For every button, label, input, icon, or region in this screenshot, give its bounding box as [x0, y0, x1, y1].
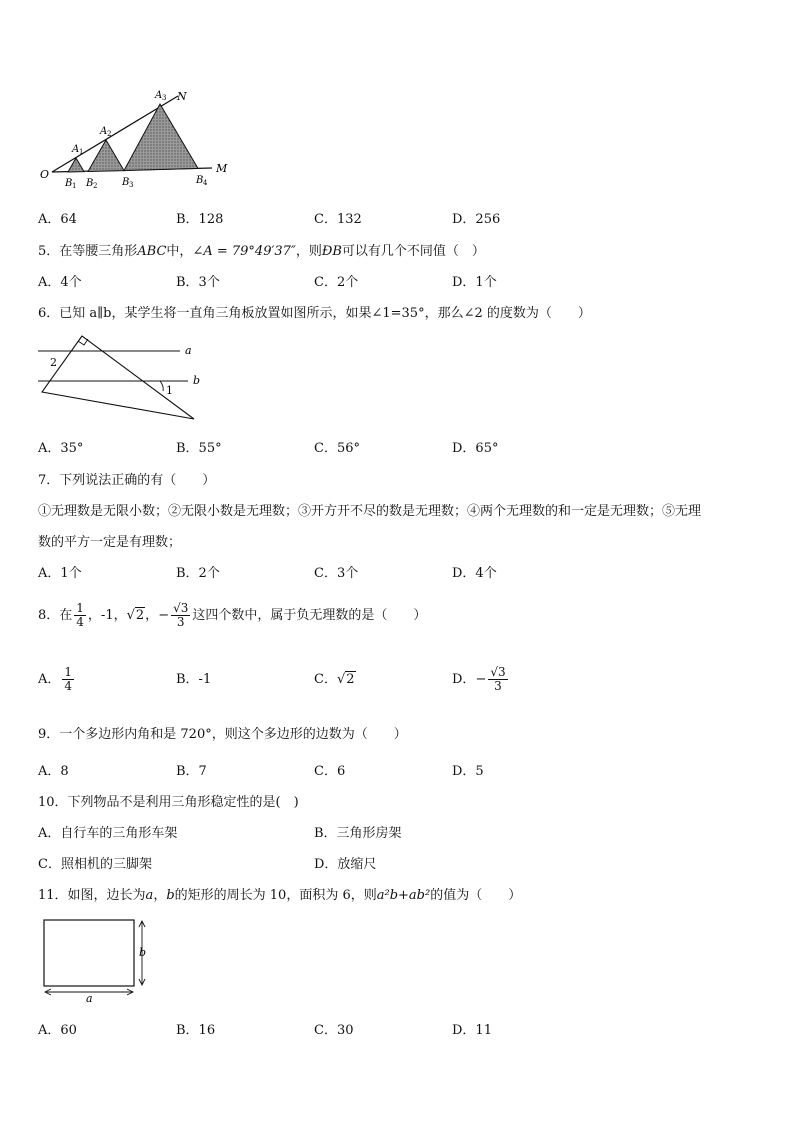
- q8-fraction-one-quarter: [74, 602, 86, 628]
- rectangle-figure: [38, 914, 158, 1004]
- q9-option-b[interactable]: B．7: [176, 764, 207, 779]
- q11-option-c[interactable]: C．30: [314, 1023, 354, 1038]
- set-square: [42, 336, 194, 419]
- q8-prefix: 8．在: [38, 608, 73, 623]
- q8-frac-num: 1: [76, 601, 84, 616]
- q5-option-c[interactable]: C．2个: [314, 275, 359, 290]
- q6-stem: 6．已知 a∥b，某学生将一直角三角板放置如图所示，如果∠1=35°，那么∠2 的度数为（ ）: [38, 306, 591, 321]
- q8-option-d-label: D．: [452, 672, 476, 687]
- q5-text-d: 可以有几个不同值（ ）: [341, 244, 485, 259]
- label-a: a: [185, 344, 192, 357]
- triangles-figure: [36, 84, 236, 194]
- q10-option-b[interactable]: B．三角形房架: [314, 826, 402, 841]
- q4-option-d[interactable]: D．256: [452, 212, 501, 227]
- label-b: b: [139, 946, 147, 959]
- q8-oc-rad: 2: [346, 672, 355, 687]
- label-2: 2: [50, 356, 57, 369]
- q11-option-b[interactable]: B．16: [176, 1023, 216, 1038]
- q8-option-c-label: C．: [314, 672, 337, 687]
- q4-option-b[interactable]: B．128: [176, 212, 224, 227]
- q8-suffix: 这四个数中，属于负无理数的是（ ）: [192, 608, 427, 623]
- q10-option-a[interactable]: A．自行车的三角形车架: [38, 826, 178, 841]
- q7-option-d[interactable]: D．4个: [452, 566, 497, 581]
- q9-option-c[interactable]: C．6: [314, 764, 346, 779]
- angle-1-arc: [160, 381, 163, 391]
- label-b: b: [193, 374, 201, 387]
- label-a3: A: [155, 90, 163, 101]
- q8-option-d-frac: [488, 666, 507, 692]
- q11-option-a[interactable]: A．60: [38, 1023, 77, 1038]
- triangle-1: [68, 158, 84, 172]
- q7-option-a[interactable]: A．1个: [38, 566, 82, 581]
- q8-option-a[interactable]: [38, 660, 76, 700]
- q6-option-b[interactable]: B．55°: [176, 441, 222, 456]
- label-a1: A: [72, 144, 80, 155]
- triangle-3: [124, 104, 198, 171]
- label-b1: B: [65, 178, 73, 189]
- q5-option-b[interactable]: B．3个: [176, 275, 220, 290]
- label-b3-sub: 3: [129, 181, 134, 189]
- q5-text-a: 5．在等腰三角形: [38, 244, 138, 259]
- q11-option-d[interactable]: D．11: [452, 1023, 492, 1038]
- label-1: 1: [166, 384, 173, 397]
- q8-stem: [38, 596, 426, 636]
- label-b3: B: [122, 177, 130, 188]
- label-b1-sub: 1: [72, 182, 77, 190]
- label-a2: A: [100, 126, 108, 137]
- label-n: N: [177, 90, 187, 103]
- q6-option-c[interactable]: C．56°: [314, 441, 360, 456]
- q8-frac-den: 4: [76, 615, 84, 629]
- q11-text-b: 的矩形的周长为 10，面积为 6，则: [174, 888, 377, 903]
- label-o: O: [40, 168, 50, 181]
- q8-option-d[interactable]: [452, 660, 510, 700]
- label-b2: B: [86, 178, 94, 189]
- q11-expr: a²b+ab²: [376, 888, 431, 903]
- q8-neg-sign: −: [158, 608, 170, 623]
- q5-angle: ∠A = 79°49′37″: [192, 244, 296, 259]
- q10-option-c[interactable]: C．照相机的三脚架: [38, 857, 152, 872]
- q6-option-d[interactable]: D．65°: [452, 441, 499, 456]
- q9-option-a[interactable]: A．8: [38, 764, 69, 779]
- q8-od-den: 3: [494, 679, 502, 693]
- q8-option-b[interactable]: B．-1: [176, 672, 212, 687]
- q8-option-c[interactable]: [314, 660, 356, 700]
- q8-option-a-frac: [62, 666, 74, 692]
- q8-sqrt-2: √2: [126, 608, 145, 623]
- label-b4: B: [196, 175, 204, 186]
- label-a3-sub: 3: [162, 94, 167, 102]
- q7-stem: 7．下列说法正确的有（ ）: [38, 473, 216, 488]
- q6-option-a[interactable]: A．35°: [38, 441, 84, 456]
- q11-stem: [38, 884, 521, 903]
- q9-stem: 9．一个多边形内角和是 720°，则这个多边形的边数为（ ）: [38, 727, 407, 742]
- q8-fraction-sqrt3-over-3: [171, 602, 190, 628]
- q8-od-neg: −: [475, 672, 487, 687]
- q10-option-d[interactable]: D．放缩尺: [314, 857, 377, 872]
- q8-s3-num: 3: [180, 601, 189, 616]
- q11-sep: ，: [153, 888, 167, 903]
- q5-text-c: ，则: [295, 244, 322, 259]
- label-a2-sub: 2: [107, 130, 112, 138]
- q11-text-c: 的值为（ ）: [430, 888, 522, 903]
- q5-angle-b: ÐB: [321, 244, 342, 259]
- q7-option-b[interactable]: B．2个: [176, 566, 220, 581]
- q11-var-b: b: [166, 888, 175, 903]
- q4-option-c[interactable]: C．132: [314, 212, 362, 227]
- q5-text-b: 中，: [166, 244, 193, 259]
- q8-od-num: 3: [498, 665, 506, 680]
- parallel-lines-figure: [34, 330, 214, 424]
- q5-abc: ABC: [137, 244, 167, 259]
- q7-option-c[interactable]: C．3个: [314, 566, 359, 581]
- q8-mid1: ，-1，: [87, 608, 127, 623]
- q8-option-a-label: A．: [38, 672, 61, 687]
- q8-oa-den: 4: [64, 679, 73, 693]
- q7-line-1: ①无理数是无限小数；②无限小数是无理数；③开方开不尽的数是无理数；④两个无理数的和一定是无理数；⑤无理: [38, 504, 702, 519]
- q8-option-c-sqrt: √2: [336, 672, 355, 687]
- q11-var-a: a: [145, 888, 154, 903]
- q8-sqrt-2-rad: 2: [135, 608, 145, 623]
- q8-mid2: ，: [145, 608, 159, 623]
- q5-option-d[interactable]: D．1个: [452, 275, 497, 290]
- label-b4-sub: 4: [203, 179, 208, 187]
- q8-od-num-wrap: √3: [490, 665, 506, 680]
- q7-line-2: 数的平方一定是有理数；: [38, 535, 182, 550]
- rectangle: [44, 920, 134, 986]
- label-b2-sub: 2: [93, 182, 98, 190]
- q4-option-a[interactable]: A．64: [38, 212, 77, 227]
- q9-option-d[interactable]: D．5: [452, 764, 484, 779]
- q10-stem: 10．下列物品不是利用三角形稳定性的是( ): [38, 795, 299, 810]
- q8-s3-num-wrap: √3: [173, 601, 189, 616]
- label-a: a: [86, 992, 93, 1004]
- q8-s3-den: 3: [176, 615, 185, 629]
- triangle-2: [88, 140, 124, 172]
- q8-oa-num: 1: [64, 665, 73, 680]
- q5-stem: [38, 240, 485, 259]
- q11-text-a: 11．如图，边长为: [38, 888, 146, 903]
- label-a1-sub: 1: [79, 148, 84, 156]
- label-m: M: [216, 162, 228, 175]
- q5-option-a[interactable]: A．4个: [38, 275, 82, 290]
